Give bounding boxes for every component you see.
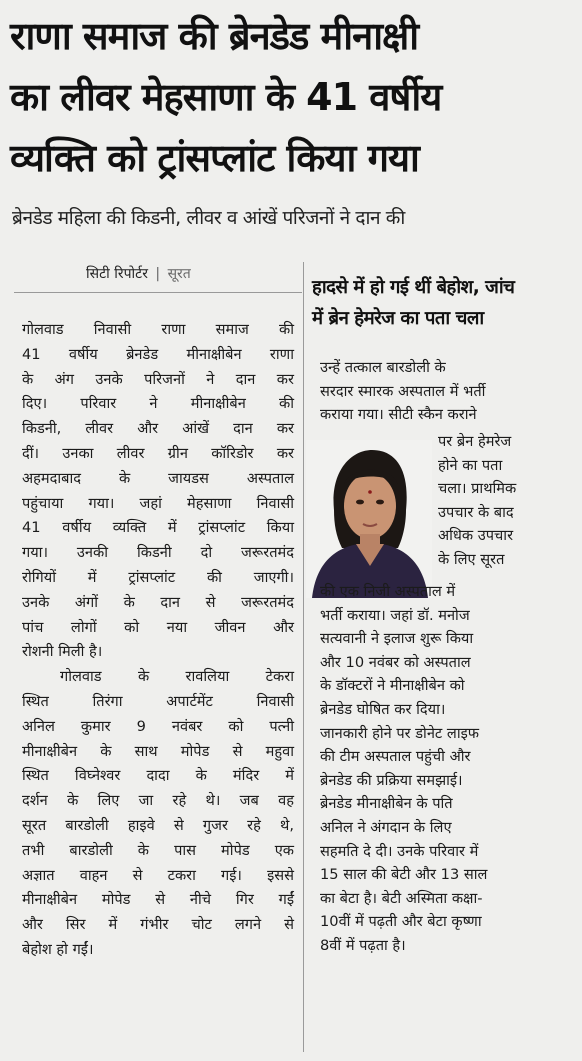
subheadline: ब्रेनडेड महिला की किडनी, लीवर व आंखें परिजनों ने दान की	[12, 207, 405, 229]
text-line: उनके अंगों के दान से जरूरतमंद	[22, 593, 294, 611]
text-line: ब्रेनडेड घोषित कर दिया।	[320, 700, 446, 718]
text-line: भर्ती कराया। जहां डॉ. मनोज	[320, 606, 470, 624]
byline-separator: |	[155, 266, 161, 282]
text-line: की एक निजी अस्पताल में	[320, 583, 456, 600]
text-line: 41 वर्षीय व्यक्ति में ट्रांसप्लांट किया	[22, 519, 294, 537]
portrait-photo	[306, 440, 432, 598]
text-line: सहमति दे दी। उनके परिवार में	[320, 842, 479, 860]
sidebar-text-top	[320, 356, 576, 427]
text-line: अधिक उपचार	[438, 527, 514, 545]
headline-line: व्यक्ति को ट्रांसप्लांट किया गया	[10, 136, 419, 180]
sidebar-text-wrap	[438, 430, 578, 572]
sidebar-heading-line: में ब्रेन हेमरेज का पता चला	[312, 308, 484, 329]
text-line: दिए। परिवार ने मीनाक्षीबेन की	[22, 395, 294, 413]
text-line: तभी बारडोली के पास मोपेड एक	[22, 841, 294, 859]
text-line: किडनी, लीवर और आंखें दान कर	[22, 420, 294, 438]
text-line: और सिर में गंभीर चोट लगने से	[22, 916, 294, 934]
text-line: दर्शन के लिए जा रहे थे। जब वह	[22, 792, 294, 810]
byline-city: सूरत	[167, 266, 191, 282]
text-line: पहुंचाया गया। जहां मेहसाणा निवासी	[22, 494, 294, 512]
horizontal-rule	[14, 292, 302, 293]
text-line: 41 वर्षीय ब्रेनडेड मीनाक्षीबेन राणा	[22, 345, 294, 363]
text-line: के अंग उनके परिजनों ने दान कर	[22, 370, 294, 388]
text-line: पर ब्रेन हेमरेज	[438, 433, 512, 450]
text-line: कराया गया। सीटी स्कैन कराने	[320, 406, 477, 424]
woman-portrait-image	[306, 440, 432, 598]
headline-line: राणा समाज की ब्रेनडेड मीनाक्षी	[10, 14, 419, 58]
text-line: सत्यवानी ने इलाज शुरू किया	[320, 630, 474, 648]
text-line: होने का पता	[438, 456, 503, 474]
text-line: सूरत बारडोली हाइवे से गुजर रहे थे,	[22, 816, 294, 834]
text-line: जानकारी होने पर डोनेट लाइफ	[320, 724, 480, 742]
text-line: की टीम अस्पताल पहुंची और	[320, 748, 471, 766]
text-line: गया। उनकी किडनी दो जरूरतमंद	[22, 544, 294, 562]
text-line: का बेटा है। बेटी अस्मिता कक्षा-	[320, 889, 483, 907]
text-line: स्थित तिरंगा अपार्टमेंट निवासी	[22, 692, 294, 710]
text-line: मीनाक्षीबेन के साथ मोपेड से महुवा	[22, 742, 294, 760]
text-line: दीं। उनका लीवर ग्रीन कॉरिडोर कर	[22, 444, 294, 462]
text-line: अज्ञात वाहन से टकरा गई। इससे	[22, 866, 294, 884]
text-line: अहमदाबाद के जायडस अस्पताल	[22, 469, 294, 487]
text-line: चला। प्राथमिक	[438, 480, 517, 498]
text-line: सरदार स्मारक अस्पताल में भर्ती	[320, 382, 486, 400]
byline-reporter: सिटी रिपोर्टर	[86, 266, 148, 282]
text-line: गोलवाड निवासी राणा समाज की	[22, 321, 294, 338]
text-line: अनिल कुमार 9 नवंबर को पत्नी	[22, 717, 294, 735]
text-line: गोलवाड के रावलिया टेकरा	[60, 668, 294, 686]
sidebar-heading-line: हादसे में हो गई थीं बेहोश, जांच	[312, 277, 515, 298]
sidebar-heading	[312, 272, 578, 334]
text-line: अनिल ने अंगदान के लिए	[320, 818, 452, 836]
text-line: 15 साल की बेटी और 13 साल	[320, 866, 488, 884]
text-line: के डॉक्टरों ने मीनाक्षीबेन को	[320, 677, 465, 695]
text-line: ब्रेनडेड मीनाक्षीबेन के पति	[320, 795, 453, 813]
text-line: के लिए सूरत	[438, 550, 505, 568]
sidebar-text-bottom	[320, 580, 576, 958]
text-line: बेहोश हो गईं।	[22, 940, 94, 958]
headline	[10, 6, 576, 189]
text-line: रोगियों में ट्रांसप्लांट की जाएगी।	[22, 568, 294, 586]
text-line: स्थित विघ्नेश्वर दादा के मंदिर में	[22, 767, 294, 785]
text-line: ब्रेनडेड की प्रक्रिया समझाई।	[320, 771, 463, 789]
text-line: और 10 नवंबर को अस्पताल	[320, 653, 471, 671]
text-line: 10वीं में पढ़ती और बेटा कृष्णा	[320, 913, 482, 931]
text-line: पांच लोगों को नया जीवन और	[22, 618, 294, 636]
column-divider	[303, 262, 304, 1052]
headline-line: का लीवर मेहसाणा के 41 वर्षीय	[10, 75, 442, 119]
text-line: 8वीं में पढ़ता है।	[320, 936, 406, 954]
text-line: उपचार के बाद	[438, 503, 514, 521]
left-column-text	[22, 318, 294, 963]
text-line: मीनाक्षीबेन मोपेड से नीचे गिर गईं	[22, 891, 294, 909]
byline	[86, 264, 191, 283]
text-line: उन्हें तत्काल बारडोली के	[320, 359, 446, 376]
text-line: रोशनी मिली है।	[22, 643, 103, 661]
